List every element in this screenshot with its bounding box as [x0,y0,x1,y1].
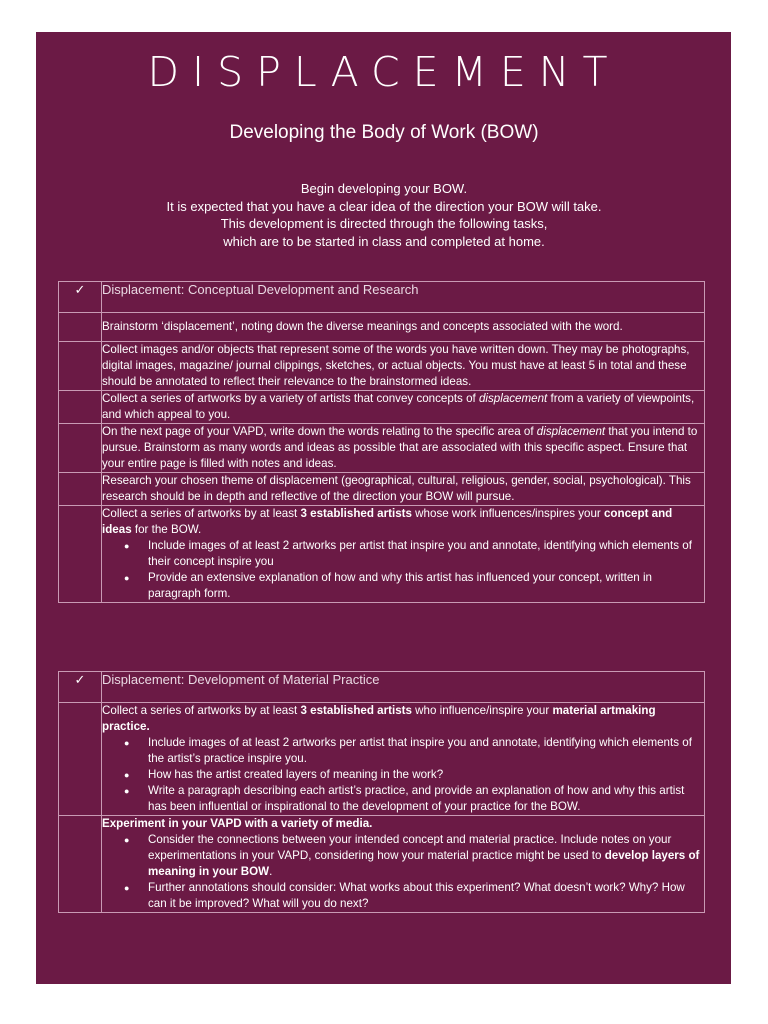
task-text-part: for the BOW. [131,523,202,536]
bullet-item [148,832,704,880]
task-text-part: Consider the connections between your intended concept and material practice. Include notes on your experimentations in your VAPD, considering how your material practice might be used to [148,833,672,862]
task-text-emphasis: displacement [536,425,606,438]
page-subtitle: Developing the Body of Work (BOW) [229,122,539,143]
task-text-bold: 3 established artists [300,704,412,717]
task-row [59,424,705,473]
task-row [59,391,705,424]
task-text-part: whose work influences/inspires your [411,507,604,520]
task-row [59,473,705,506]
task-row [59,816,705,913]
bullet-item: ● Provide an extensive explanation of how and why this artist has influenced your concept, written in paragraph form. [148,570,704,602]
bullet-item: ● Further annotations should consider: What works about this experiment? What doesn’t work? Why? How can it be improved? What will you do next? [148,880,704,912]
bullet-item: ● How has the artist created layers of meaning in the work? [148,767,704,783]
task-text [102,424,705,473]
task-text [102,391,705,424]
task-text-part: from a variety of viewpoints, and which appeal to you. [102,392,695,421]
task-text-bold: develop layers of meaning in your BOW [148,849,700,878]
material-practice-table [58,671,705,913]
task-row [59,506,705,603]
checkbox-cell[interactable] [59,703,102,816]
task-text-part: Collect a series of artworks by at least [102,507,301,520]
section-header-row [59,282,705,313]
task-row [59,313,705,342]
task-text-bold: material artmaking practice. [102,704,656,733]
bullet-list [102,832,704,912]
task-text: Collect images and/or objects that represent some of the words you have written down. They may be photographs, digital images, magazine/ journal clippings, sketches, or actual objects. You must have at least 5 in total and these should be annotated to reflect their relevance to the brainstormed ideas. [102,342,705,391]
intro-line: Begin developing your BOW. [300,181,468,196]
checkbox-cell[interactable] [59,473,102,506]
task-text-part: Collect a series of artworks by a variety of artists that convey concepts of [102,392,479,405]
bullet-item: ● Write a paragraph describing each artist’s practice, and provide an explanation of how and why this artist has been influential or inspirational to the development of your practice for the BOW. [148,783,704,815]
task-text-part: Collect a series of artworks by at least [102,704,301,717]
conceptual-development-table [58,281,705,603]
checkbox-cell[interactable] [59,313,102,342]
task-text-part: who influence/inspire your [411,704,553,717]
checkbox-cell[interactable] [59,506,102,603]
task-text [102,506,705,603]
section-heading: Displacement: Development of Material Practice [102,672,705,703]
task-text: Research your chosen theme of displacement (geographical, cultural, religious, gender, social, psychological). This research should be in depth and reflective of the direction your BOW will pursue. [102,473,705,506]
task-text [102,703,705,816]
task-row [59,342,705,391]
task-text-part: On the next page of your VAPD, write down the words relating to the specific area of [102,425,537,438]
task-text-emphasis: displacement [478,392,548,405]
section-heading: Displacement: Conceptual Development and Research [102,282,705,313]
task-text: Brainstorm ‘displacement’, noting down the diverse meanings and concepts associated with the word. [102,313,705,342]
task-text-part: that you intend to pursue. Brainstorm as many words and ideas as possible that are associated with this specific aspect. Ensure that your entire page is filled with notes and ideas. [102,425,698,470]
task-text-bold: Experiment in your VAPD with a variety of media. [102,817,373,830]
check-mark-icon[interactable]: ✓ [59,282,102,313]
bullet-list [102,735,704,815]
intro-line: which are to be started in class and completed at home. [223,233,545,249]
task-row [59,703,705,816]
check-mark-icon[interactable]: ✓ [59,672,102,703]
section-header-row [59,672,705,703]
page-title: DISPLACEMENT [147,48,621,96]
intro-text [0,180,768,250]
task-text-bold: concept and ideas [102,507,673,536]
task-text-bold: 3 established artists [300,507,412,520]
task-text-part: . [269,865,273,878]
checkbox-cell[interactable] [59,816,102,913]
checkbox-cell[interactable] [59,391,102,424]
task-text [102,816,705,913]
bullet-item: ● Include images of at least 2 artworks per artist that inspire you and annotate, identifying which elements of the artist’s practice inspire you. [148,735,704,767]
checkbox-cell[interactable] [59,342,102,391]
intro-line: It is expected that you have a clear idea of the direction your BOW will take. [166,198,602,214]
checkbox-cell[interactable] [59,424,102,473]
intro-line: This development is directed through the following tasks, [220,216,548,231]
bullet-list [102,538,704,602]
bullet-item: ● Include images of at least 2 artworks per artist that inspire you and annotate, identifying which elements of their concept inspire you [148,538,704,570]
